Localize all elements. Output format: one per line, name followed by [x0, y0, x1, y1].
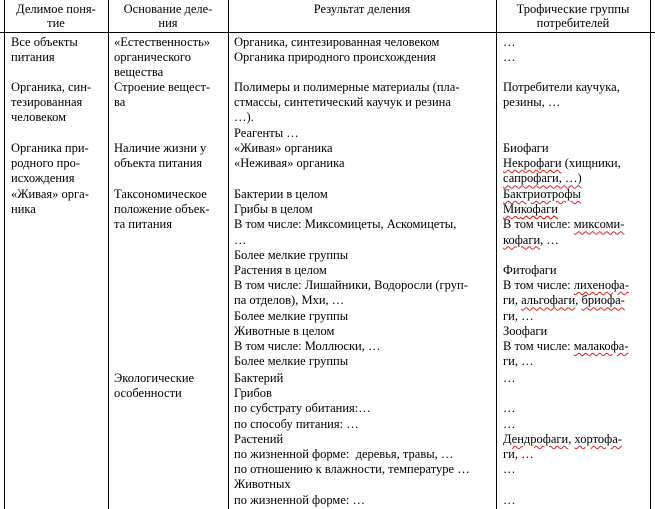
- cell-line: …).: [234, 110, 254, 125]
- cell-line: Растения в целом: [234, 262, 327, 277]
- header-cell-concept: [4, 2, 108, 30]
- header-cell-trophic-groups: [496, 2, 650, 30]
- spellcheck-word: кофаги: [503, 232, 541, 247]
- cell-line: та питания: [114, 217, 172, 232]
- cell-line: Более мелкие группы: [234, 247, 349, 262]
- cell-line: особенности: [114, 386, 182, 401]
- cell-line: по субстрату обитания:…: [234, 401, 371, 416]
- cell-line: «Живая» органика: [234, 141, 333, 155]
- cell-line: Биофаги: [503, 141, 549, 155]
- cell-line: Реагенты …: [234, 125, 299, 140]
- column-divider-3: [496, 0, 497, 509]
- cell-line: человеком: [11, 110, 67, 125]
- col4-cell: [503, 35, 516, 65]
- cell-line: Животных: [234, 477, 291, 492]
- cell-line: «Естественность»: [114, 35, 211, 49]
- cell-line: кофаги, …: [503, 232, 559, 247]
- spellcheck-word: бриофа-: [581, 293, 625, 308]
- cell-line: «Неживая» органика: [234, 156, 345, 171]
- cell-line: В том числе: Моллюски, …: [234, 338, 381, 353]
- col2-cell: [114, 35, 210, 81]
- cell-line: Наличие жизни у: [114, 141, 207, 155]
- cell-line: Экологические: [114, 371, 195, 385]
- spellcheck-word: миксоми-: [573, 217, 625, 232]
- spellcheck-word: альгофаги: [521, 293, 576, 308]
- cell-line: ги, …: [503, 446, 534, 461]
- header-cell-result: [228, 2, 496, 16]
- spellcheck-word: хортофа-: [574, 431, 622, 446]
- cell-line: ва: [114, 95, 126, 110]
- col4-cell: [503, 371, 622, 508]
- cell-line: па отделов), Мхи, …: [234, 293, 345, 308]
- cell-line: В том числе: малакофа-: [503, 338, 629, 353]
- spellcheck-word: Дендрофаги: [503, 431, 569, 446]
- spellcheck-word: Микофаги: [503, 202, 558, 217]
- cell-line: ги, альгофаги, бриофа-: [503, 293, 625, 308]
- cell-line: [503, 187, 629, 202]
- cell-line: по жизненной форме: деревья, травы, …: [234, 446, 454, 461]
- col3-cell: [234, 371, 470, 508]
- col4-cell: [503, 80, 620, 110]
- cell-line: питания: [11, 50, 55, 65]
- cell-line: стмассы, синтетический каучук и резина: [234, 95, 451, 110]
- cell-line: Органика при-: [11, 141, 89, 155]
- spellcheck-word: малакофа-: [573, 338, 629, 353]
- cell-line: [503, 248, 629, 263]
- spellcheck-word: лихенофа-: [573, 278, 629, 293]
- table-border-right: [650, 0, 651, 509]
- spellcheck-word: кофаги: [520, 202, 558, 217]
- cell-line: Зоофаги: [503, 323, 548, 338]
- cell-line: Более мелкие группы: [234, 308, 349, 323]
- cell-line: по способу питания: …: [234, 416, 359, 431]
- cell-line: Потребители каучука,: [503, 80, 620, 94]
- cell-line: объекта питания: [114, 156, 203, 171]
- cell-line: [503, 171, 621, 186]
- cell-line: Грибов: [234, 386, 272, 401]
- cell-line: Бактерии в целом: [234, 187, 328, 201]
- cell-line: Некрофаги (хищники,: [503, 156, 621, 171]
- cell-line: В том числе: Лишайники, Водоросли (груп-: [234, 278, 468, 293]
- col3-cell: [234, 187, 468, 369]
- cell-line: вещества: [114, 65, 164, 80]
- cell-line: исхождения: [11, 171, 75, 186]
- cell-line: родного про-: [11, 156, 80, 171]
- col3-cell: [234, 35, 439, 65]
- cell-line: Органика природного происхождения: [234, 50, 436, 65]
- col3-cell: [234, 80, 459, 141]
- cell-line: Органика, син-: [11, 80, 92, 94]
- cell-line: Дендрофаги, хортофа-: [503, 431, 622, 446]
- cell-line: …: [503, 401, 516, 416]
- header-line: Делимое поня- тие: [16, 2, 96, 30]
- header-line: Трофические группы потребителей: [516, 2, 630, 30]
- cell-line: …: [234, 232, 247, 247]
- cell-line: В том числе: Миксомицеты, Аскомицеты,: [234, 217, 457, 232]
- cell-line: [503, 477, 622, 492]
- header-line: Результат деления: [313, 2, 411, 16]
- cell-line: «Живая» орга-: [11, 186, 89, 201]
- col4-cell: [503, 187, 629, 369]
- header-line: Основание деле- ния: [123, 2, 213, 30]
- column-divider-2: [228, 0, 229, 509]
- cell-line: …: [503, 416, 516, 431]
- cell-line: …: [503, 492, 516, 507]
- col2-cell: [114, 371, 194, 401]
- cell-line: тезированная: [11, 95, 83, 110]
- col2-cell: [114, 187, 210, 233]
- cell-line: Бактерий: [234, 371, 284, 385]
- cell-line: по жизненной форме: …: [234, 492, 365, 507]
- cell-line: положение объек-: [114, 202, 210, 217]
- col1-cell: [11, 35, 78, 65]
- cell-line: Полимеры и полимерные материалы (пла-: [234, 80, 460, 94]
- cell-line: резины, …: [503, 95, 561, 110]
- col2-cell: [114, 141, 206, 171]
- col1-cell: [11, 141, 89, 217]
- spellcheck-word: Бактриотрофы: [503, 187, 581, 201]
- cell-line: Животные в целом: [234, 323, 335, 338]
- col3-cell: [234, 141, 345, 171]
- cell-line: ника: [11, 201, 36, 216]
- cell-line: Органика, синтезированная человеком: [234, 35, 440, 49]
- cell-line: [503, 386, 622, 401]
- cell-line: Таксономическое: [114, 187, 207, 201]
- cell-line: …: [503, 50, 516, 65]
- header-divider: [0, 32, 655, 33]
- cell-line: ги, …: [503, 354, 534, 369]
- table-border-left: [4, 0, 5, 509]
- cell-line: по отношению к влажности, температуре …: [234, 462, 470, 477]
- cell-line: органического: [114, 50, 192, 65]
- cell-line: …: [503, 35, 516, 49]
- header-cell-basis: [108, 2, 228, 30]
- cell-line: Фитофаги: [503, 262, 557, 277]
- col4-cell: [503, 141, 621, 187]
- cell-line: ги, …: [503, 308, 534, 323]
- cell-line: …: [503, 462, 516, 477]
- cell-line: Более мелкие группы: [234, 354, 349, 369]
- col2-cell: [114, 80, 210, 110]
- cell-line: В том числе: лихенофа-: [503, 278, 629, 293]
- spellcheck-word: сапрофаги, …): [503, 171, 582, 186]
- cell-line: В том числе: миксоми-: [503, 217, 625, 232]
- cell-line: Все объекты: [11, 35, 78, 49]
- cell-line: Грибы в целом: [234, 202, 313, 217]
- column-divider-1: [108, 0, 109, 509]
- cell-line: Строение вещест-: [114, 80, 211, 94]
- cell-line: Растений: [234, 431, 284, 446]
- cell-line: …: [503, 371, 516, 385]
- col1-cell: [11, 80, 91, 126]
- spellcheck-word: Некрофаги: [503, 156, 562, 171]
- cell-line: [503, 202, 629, 217]
